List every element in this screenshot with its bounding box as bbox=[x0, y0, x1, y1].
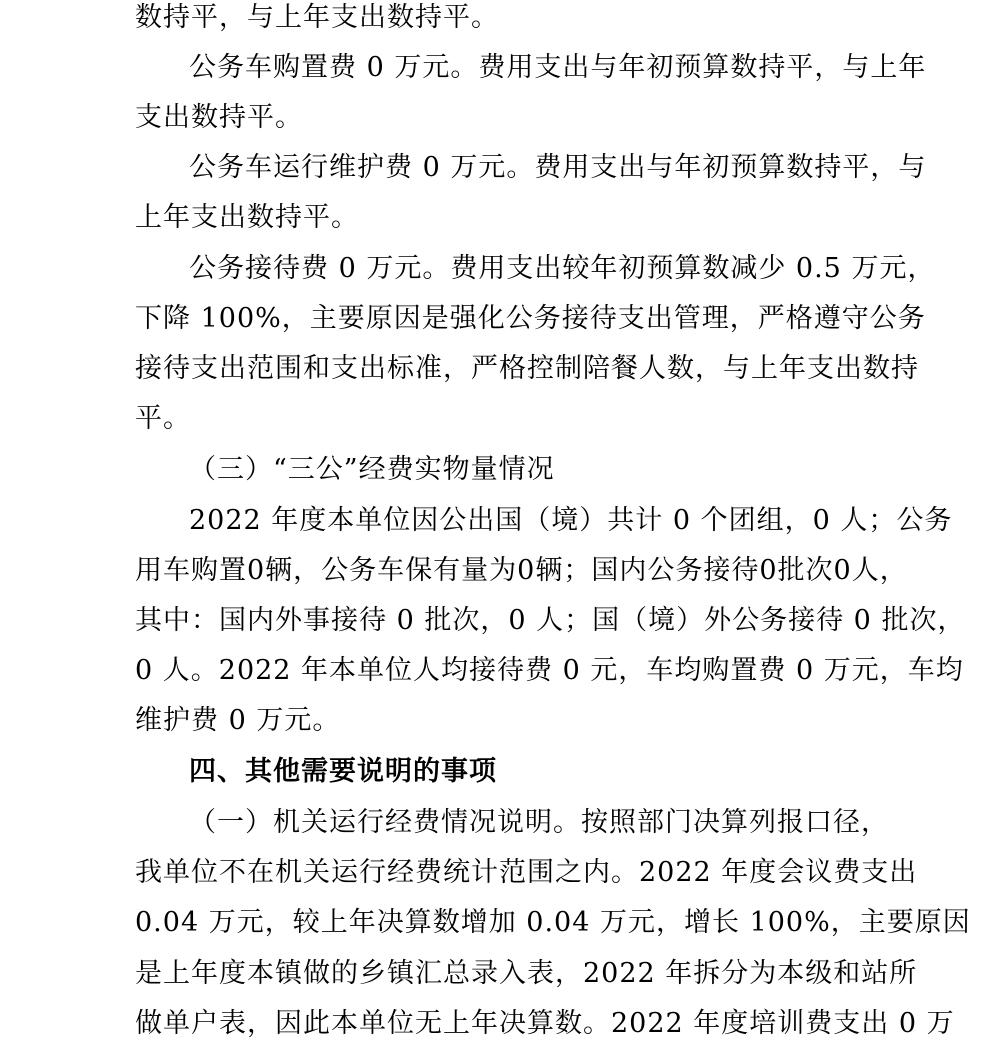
text-line: 用车购置0辆，公务车保有量为0辆；国内公务接待0批次0人， bbox=[135, 555, 908, 586]
text-line: 维护费 0 万元。 bbox=[135, 705, 341, 736]
text-line: 数持平，与上年支出数持平。 bbox=[135, 2, 499, 33]
text-line: 平。 bbox=[135, 403, 191, 434]
text-line: 做单户表，因此本单位无上年决算数。2022 年度培训费支出 0 万 bbox=[135, 1008, 955, 1039]
text-line: 上年支出数持平。 bbox=[135, 202, 359, 233]
text-line: 接待支出范围和支出标准，严格控制陪餐人数，与上年支出数持 bbox=[135, 353, 919, 384]
text-line: 0 人。2022 年本单位人均接待费 0 元，车均购置费 0 万元，车均 bbox=[135, 655, 964, 686]
text-line: 是上年度本镇做的乡镇汇总录入表，2022 年拆分为本级和站所 bbox=[135, 958, 918, 989]
text-line: 其中：国内外事接待 0 批次，0 人；国（境）外公务接待 0 批次， bbox=[135, 605, 966, 636]
text-line: 公务车运行维护费 0 万元。费用支出与年初预算数持平，与 bbox=[189, 152, 927, 183]
text-line: （一）机关运行经费情况说明。按照部门决算列报口径， bbox=[189, 807, 889, 838]
text-line: 公务车购置费 0 万元。费用支出与年初预算数持平，与上年 bbox=[189, 52, 927, 83]
section-heading: （三）“三公”经费实物量情况 bbox=[189, 454, 555, 485]
text-line: 2022 年度本单位因公出国（境）共计 0 个团组，0 人；公务 bbox=[189, 505, 953, 536]
text-line: 0.04 万元，较上年决算数增加 0.04 万元，增长 100%，主要原因 bbox=[135, 907, 971, 938]
text-line: 下降 100%，主要原因是强化公务接待支出管理，严格遵守公务 bbox=[135, 303, 926, 334]
text-line: 支出数持平。 bbox=[135, 102, 303, 133]
text-line: 我单位不在机关运行经费统计范围之内。2022 年度会议费支出 bbox=[135, 857, 918, 888]
text-line: 公务接待费 0 万元。费用支出较年初预算数减少 0.5 万元， bbox=[189, 253, 936, 284]
section-heading-bold: 四、其他需要说明的事项 bbox=[189, 756, 497, 787]
